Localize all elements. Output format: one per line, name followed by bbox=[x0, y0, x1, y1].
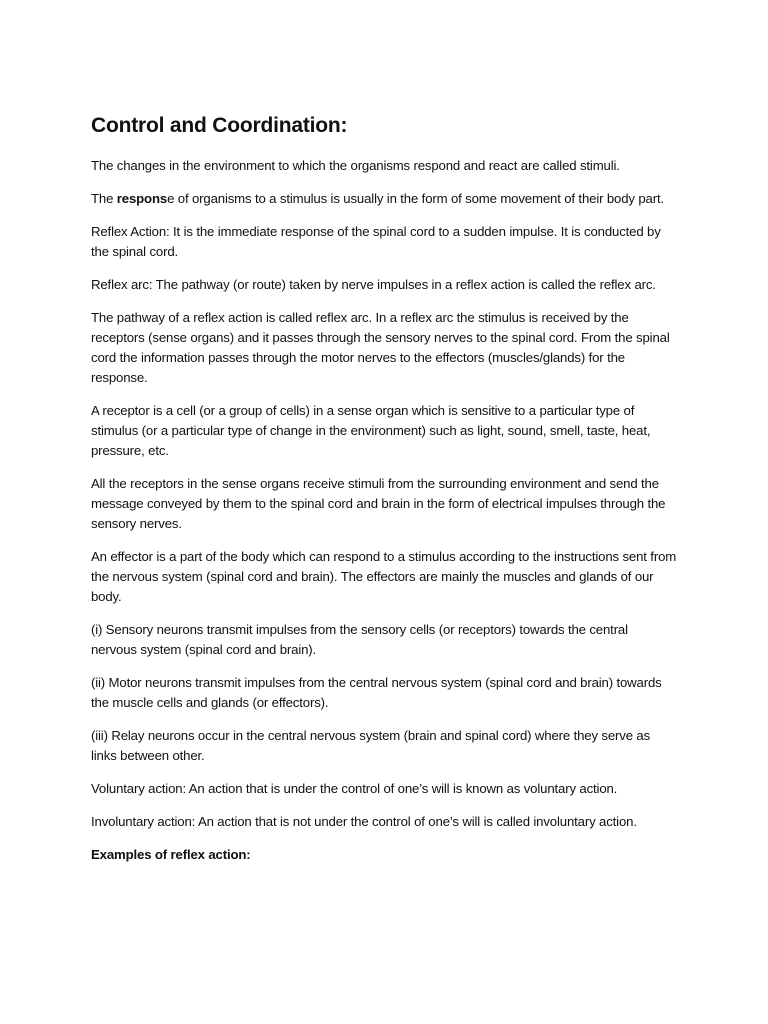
paragraph-response-suffix: e of organisms to a stimulus is usually in the form of some movement of their body part. bbox=[167, 191, 665, 206]
paragraph-response bbox=[91, 189, 677, 209]
page-title: Control and Coordination: bbox=[91, 114, 348, 137]
paragraph-sensory-neurons: (i) Sensory neurons transmit impulses from the sensory cells (or receptors) towards the central nervous system (spinal cord and brain). bbox=[91, 622, 628, 657]
paragraph-effector: An effector is a part of the body which can respond to a stimulus according to the instructions sent from the nervous system (spinal cord and brain). The effectors are mainly the muscles and glands of our body. bbox=[91, 549, 677, 604]
paragraph-voluntary-action: Voluntary action: An action that is under the control of one’s will is known as voluntary action. bbox=[91, 781, 618, 796]
paragraph-stimuli: The changes in the environment to which the organisms respond and react are called stimuli. bbox=[91, 158, 620, 173]
paragraph-motor-neurons: (ii) Motor neurons transmit impulses from the central nervous system (spinal cord and brain) towards the muscle cells and glands (or effectors). bbox=[91, 675, 662, 710]
paragraph-involuntary-action: Involuntary action: An action that is not under the control of one’s will is called involuntary action. bbox=[91, 814, 637, 829]
paragraph-response-bold: respons bbox=[116, 191, 168, 206]
paragraph-reflex-arc-pathway: The pathway of a reflex action is called reflex arc. In a reflex arc the stimulus is received by the receptors (sense organs) and it passes through the sensory nerves to the spinal cord. From the spinal cord the information passes through the motor nerves to the effectors (muscles/glands) for the response. bbox=[91, 310, 670, 385]
paragraph-receptors-sense-organs: All the receptors in the sense organs receive stimuli from the surrounding environment and send the message conveyed by them to the spinal cord and brain in the form of electrical impulses through the sensory nerves. bbox=[91, 476, 666, 531]
paragraph-response-prefix: The bbox=[91, 191, 117, 206]
subheading-examples-reflex-action: Examples of reflex action: bbox=[91, 847, 251, 862]
paragraph-relay-neurons: (iii) Relay neurons occur in the central nervous system (brain and spinal cord) where they serve as links between other. bbox=[91, 728, 651, 763]
paragraph-reflex-action: Reflex Action: It is the immediate response of the spinal cord to a sudden impulse. It is conducted by the spinal cord. bbox=[91, 224, 661, 259]
paragraph-reflex-arc: Reflex arc: The pathway (or route) taken by nerve impulses in a reflex action is called the reflex arc. bbox=[91, 277, 656, 292]
document-page bbox=[91, 113, 677, 865]
paragraph-receptor: A receptor is a cell (or a group of cells) in a sense organ which is sensitive to a particular type of stimulus (or a particular type of change in the environment) such as light, sound, smell, taste, heat, pressure, etc. bbox=[91, 403, 651, 458]
